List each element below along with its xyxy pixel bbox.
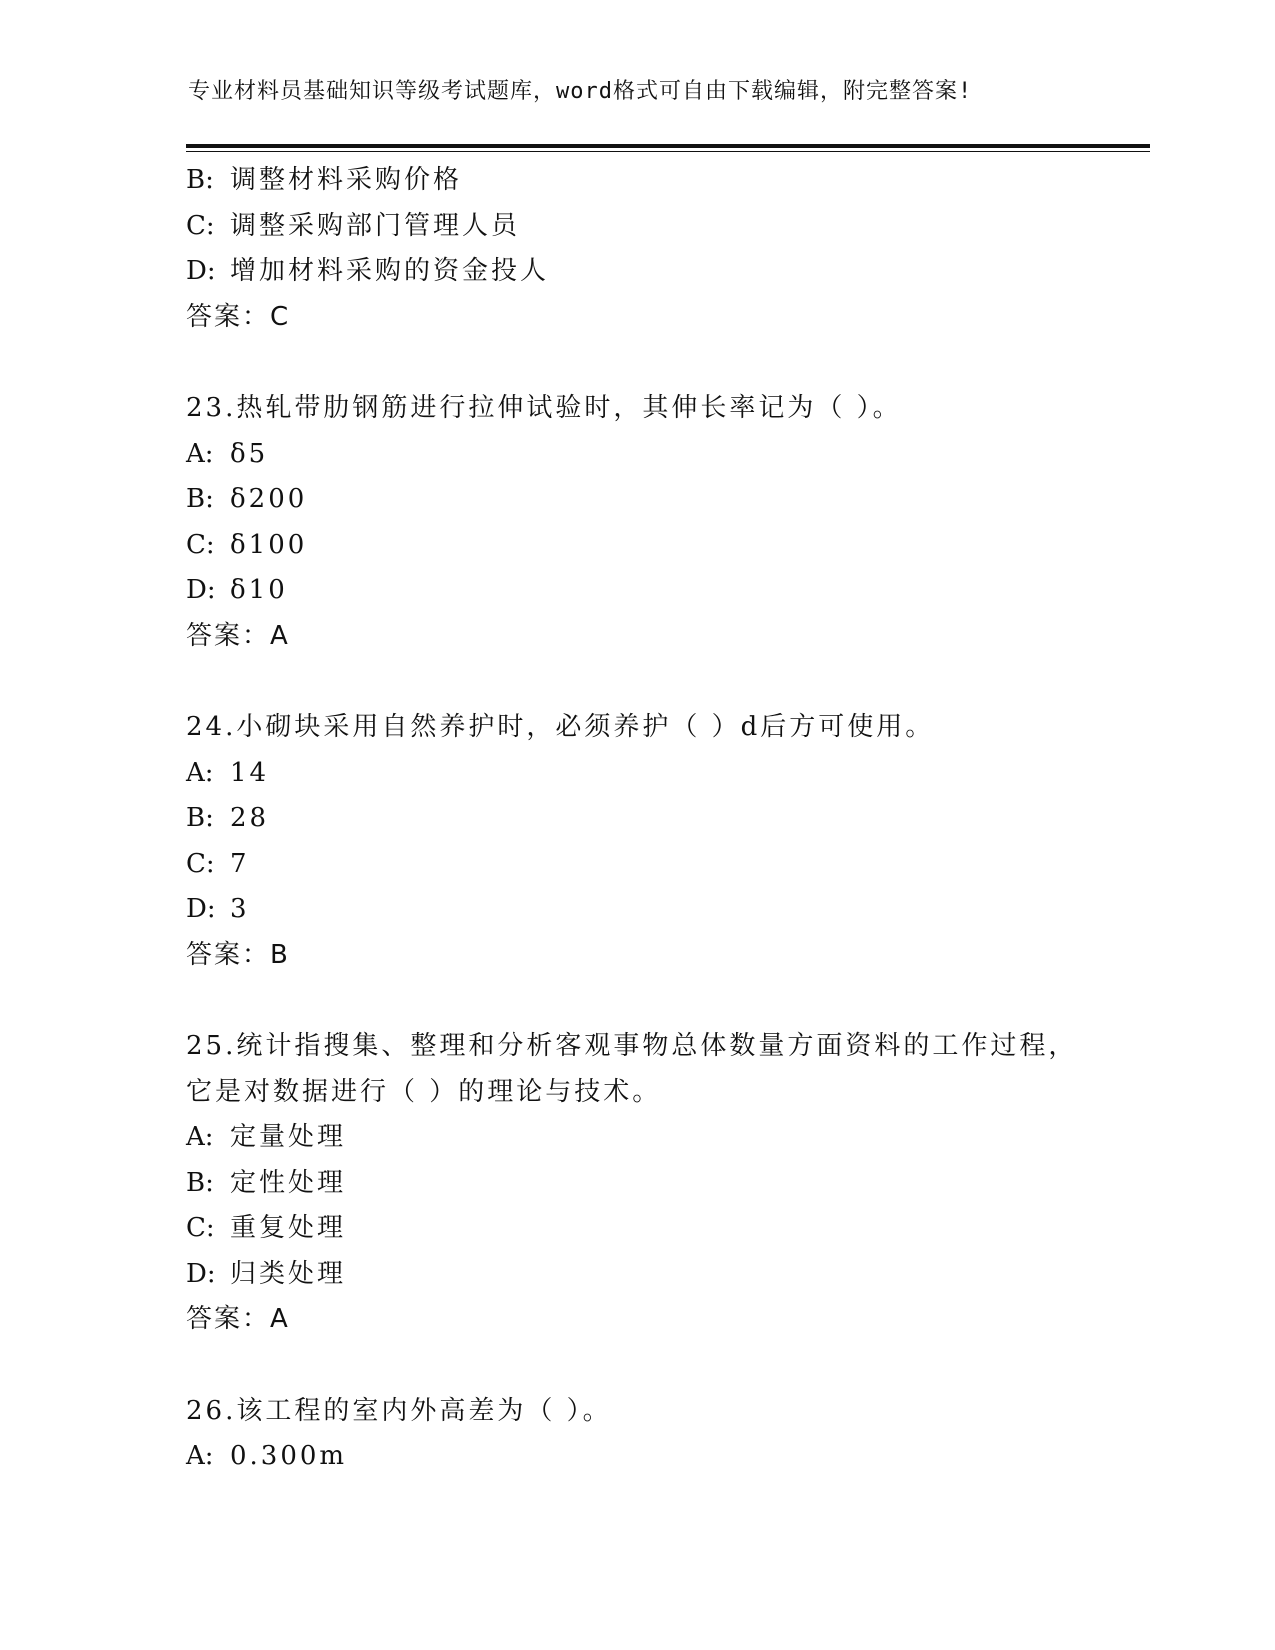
option-b: B: δ200 bbox=[186, 484, 308, 514]
option-a: A: 14 bbox=[186, 757, 270, 788]
option-c: C: 重复处理 bbox=[186, 1213, 347, 1243]
question-stem-line-2: 它是对数据进行（ ）的理论与技术。 bbox=[186, 1076, 662, 1107]
question-stem: 23.热轧带肋钢筋进行拉伸试验时，其伸长率记为（ ）。 bbox=[186, 393, 902, 423]
option-b: B: 调整材料采购价格 bbox=[186, 165, 463, 195]
header-divider-thick bbox=[186, 144, 1150, 148]
option-d: D: 归类处理 bbox=[186, 1258, 347, 1289]
option-b: B: 28 bbox=[186, 803, 270, 833]
answer: 答案：A bbox=[186, 620, 290, 651]
option-c: C: δ100 bbox=[186, 529, 308, 560]
question-content bbox=[186, 158, 1146, 1480]
question-stem: 24.小砌块采用自然养护时，必须养护（ ）d后方可使用。 bbox=[186, 712, 935, 742]
option-d: D: δ10 bbox=[186, 575, 288, 605]
option-a: A: δ5 bbox=[186, 438, 269, 469]
header-divider-thin bbox=[186, 151, 1150, 152]
option-d: D: 3 bbox=[186, 894, 250, 924]
option-d: D: 增加材料采购的资金投人 bbox=[186, 256, 550, 286]
page-header: 专业材料员基础知识等级考试题库，word格式可自由下载编辑，附完整答案! bbox=[188, 79, 973, 104]
question-stem-line-1: 25.统计指搜集、整理和分析客观事物总体数量方面资料的工作过程， bbox=[186, 1031, 1078, 1061]
answer: 答案：A bbox=[186, 1304, 290, 1334]
answer: 答案：C bbox=[186, 301, 291, 332]
question-stem: 26.该工程的室内外高差为（ ）。 bbox=[186, 1395, 612, 1426]
option-a: A: 0.300m bbox=[186, 1441, 348, 1471]
option-a: A: 定量处理 bbox=[186, 1122, 347, 1152]
option-b: B: 定性处理 bbox=[186, 1167, 347, 1198]
answer: 答案：B bbox=[186, 939, 290, 970]
option-c: C: 调整采购部门管理人员 bbox=[186, 210, 521, 241]
option-c: C: 7 bbox=[186, 848, 250, 879]
